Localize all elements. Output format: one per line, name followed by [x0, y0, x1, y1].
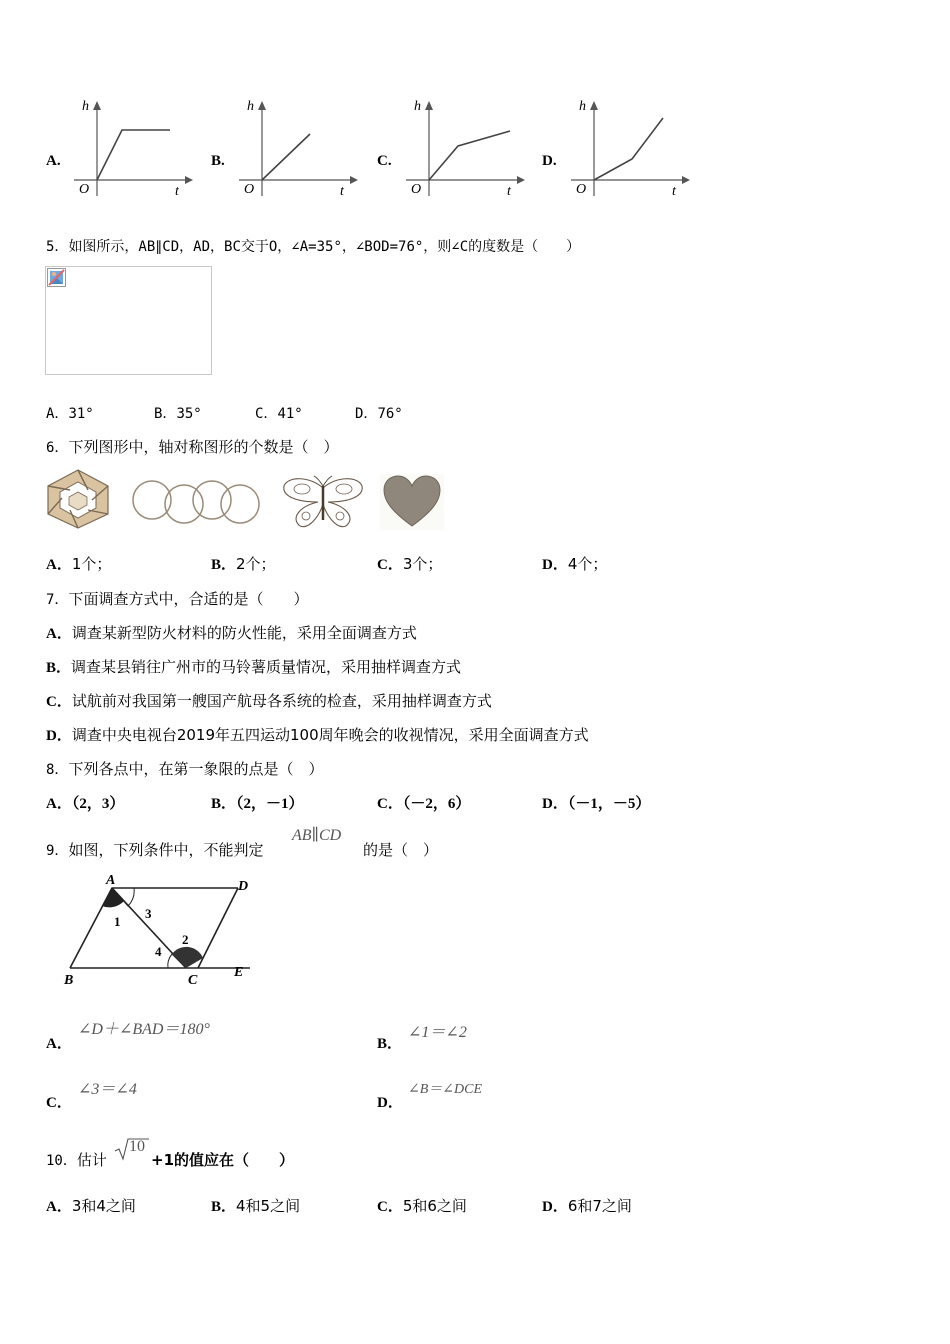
q4-graph-a [70, 96, 195, 198]
q9-stem-math: AB∥CD [292, 827, 342, 844]
q9-label-d: D [238, 879, 249, 894]
q9-parallelogram-figure [58, 872, 258, 990]
q7-number: 7． [46, 592, 69, 608]
q10-stem-post: +1的值应在（ ） [151, 1151, 295, 1169]
q4-d-axis-t: t [672, 184, 676, 198]
q10-stem-line [46, 1149, 107, 1170]
hexagon-logo-figure [44, 468, 112, 530]
q10-option-a: A．3和4之间 [46, 1197, 136, 1215]
q8-stem: 下列各点中，在第一象限的点是（ ） [68, 760, 324, 778]
q9-label-b: B [64, 973, 74, 988]
q4-c-origin: O [411, 182, 422, 197]
q4-b-origin: O [244, 182, 255, 197]
q6-option-c: C．3个； [377, 555, 443, 573]
q8-option-c: C．（－2，6） [377, 796, 471, 812]
q9-option-c-math: ∠3＝∠4 [78, 1081, 137, 1098]
heart-figure [380, 474, 444, 530]
q9-option-b-math: ∠1＝∠2 [408, 1024, 467, 1041]
q9-stem-post: 的是（ ） [363, 841, 439, 859]
q4-d-axis-h: h [579, 99, 586, 114]
q10-radicand: 10 [129, 1138, 145, 1155]
q9-option-b-label: B． [377, 1036, 403, 1052]
q4-graph-c [402, 96, 527, 198]
q9-angle-3: 3 [145, 906, 152, 921]
q4-option-c-label: C. [377, 153, 392, 169]
q6-option-d: D．4个； [542, 555, 608, 573]
q7-stem: 下面调查方式中，合适的是（ ） [68, 590, 309, 608]
q5-number: 5． [46, 239, 69, 255]
q8-option-b: B．（2，－1） [211, 796, 304, 812]
q10-number: 10． [46, 1153, 77, 1169]
q7-option-d: D．调查中央电视台2019年五四运动100周年晚会的收视情况，采用全面调查方式 [46, 726, 589, 744]
q7-option-a: A．调查某新型防火材料的防火性能，采用全面调查方式 [46, 624, 417, 642]
q4-b-axis-t: t [340, 184, 344, 198]
q4-c-axis-h: h [414, 99, 421, 114]
q9-option-c-label: C． [46, 1095, 72, 1111]
q5-option-a: A．31° [46, 406, 94, 422]
q5-figure-placeholder [45, 266, 212, 375]
q9-number: 9． [46, 843, 69, 859]
q6-number: 6． [46, 440, 69, 456]
q9-option-d-label: D． [377, 1095, 403, 1111]
q9-label-c: C [188, 973, 198, 988]
q10-option-b: B．4和5之间 [211, 1197, 301, 1215]
q5-option-c: C．41° [255, 406, 303, 422]
q4-c-axis-t: t [507, 184, 511, 198]
q4-option-d-label: D. [542, 153, 557, 169]
q9-stem-line [46, 839, 263, 860]
q8-option-a: A．（2，3） [46, 796, 125, 812]
q9-angle-1: 1 [114, 914, 121, 929]
q4-graph-d [567, 96, 692, 198]
q4-d-origin: O [576, 182, 587, 197]
q10-option-d: D．6和7之间 [542, 1197, 632, 1215]
q5-stem: 如图所示，AB∥CD，AD，BC交于O，∠A=35°，∠BOD=76°，则∠C的度数是（ ） [68, 239, 581, 255]
q4-b-axis-h: h [247, 99, 254, 114]
q9-label-e: E [234, 965, 244, 980]
q8-stem-line [46, 758, 323, 779]
q4-a-axis-h: h [82, 99, 89, 114]
q10-stem-pre: 估计 [76, 1151, 107, 1169]
q9-angle-4: 4 [155, 944, 162, 959]
q10-option-c: C．5和6之间 [377, 1197, 467, 1215]
q4-a-axis-t: t [175, 184, 179, 198]
q4-a-origin: O [79, 182, 90, 197]
q8-number: 8． [46, 762, 69, 778]
q9-stem-pre: 如图，下列条件中，不能判定 [68, 841, 264, 859]
q4-option-b-label: B. [211, 153, 225, 169]
q5-stem-line [46, 236, 580, 256]
q9-option-a-math: ∠D＋∠BAD＝180° [78, 1021, 210, 1038]
q7-option-b: B．调查某县销往广州市的马铃薯质量情况，采用抽样调查方式 [46, 658, 462, 676]
butterfly-figure [280, 474, 366, 530]
q6-stem-line [46, 436, 338, 457]
q6-stem: 下列图形中，轴对称图形的个数是（ ） [68, 438, 339, 456]
q8-option-d: D．（－1，－5） [542, 796, 651, 812]
q4-option-a-label: A. [46, 153, 61, 169]
q7-stem-line [46, 588, 308, 609]
q5-option-d: D．76° [355, 406, 403, 422]
broken-image-icon [47, 268, 67, 288]
q5-option-b: B．35° [154, 406, 202, 422]
q6-option-a: A．1个； [46, 555, 112, 573]
q9-label-a: A [106, 873, 116, 888]
q9-option-a-label: A． [46, 1036, 72, 1052]
q9-angle-2: 2 [182, 932, 189, 947]
q7-option-c: C．试航前对我国第一艘国产航母各系统的检查，采用抽样调查方式 [46, 692, 492, 710]
q6-option-b: B．2个； [211, 555, 276, 573]
q9-option-d-math: ∠B＝∠DCE [408, 1082, 483, 1097]
q4-graph-b [235, 96, 360, 198]
rings-figure [130, 478, 262, 526]
